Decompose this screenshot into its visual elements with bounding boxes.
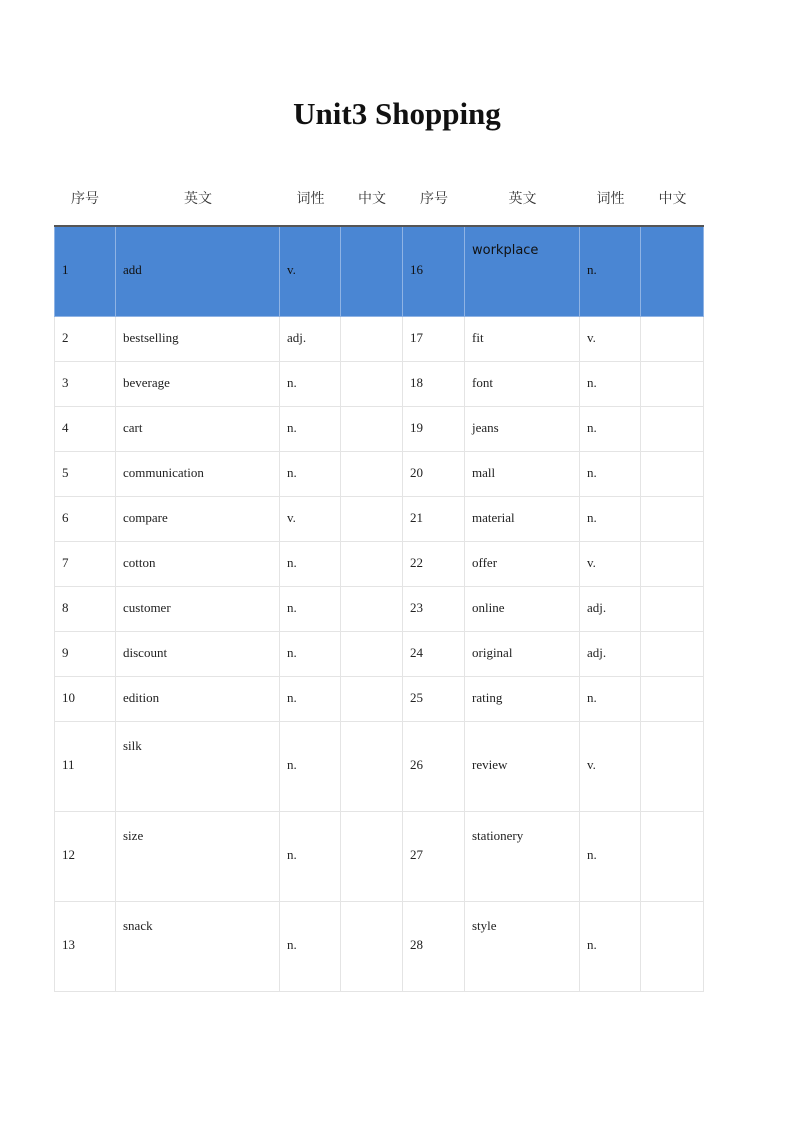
- cell-chinese-left: [341, 902, 403, 992]
- cell-pos-right: [580, 317, 641, 362]
- cell-pos-left: [280, 542, 341, 587]
- cell-english-right: [465, 677, 580, 722]
- cell-text: n.: [287, 689, 297, 705]
- cell-text: 17: [410, 329, 423, 345]
- cell-text: 2: [62, 329, 69, 345]
- table-row: [54, 407, 704, 452]
- cell-text: adj.: [287, 329, 307, 345]
- header-english-1: 英文: [184, 191, 212, 207]
- cell-english-right: [465, 407, 580, 452]
- cell-chinese-left: [341, 677, 403, 722]
- cell-pos-right: [580, 542, 641, 587]
- cell-text: 4: [62, 419, 69, 435]
- cell-english-right: [465, 227, 580, 317]
- cell-english-right: [465, 632, 580, 677]
- cell-chinese-right: [641, 677, 704, 722]
- cell-text: n.: [587, 689, 597, 705]
- cell-english-left: [116, 227, 280, 317]
- cell-pos-right: [580, 722, 641, 812]
- cell-index-right: [403, 632, 465, 677]
- cell-chinese-right: [641, 227, 704, 317]
- cell-pos-left: [280, 812, 341, 902]
- header-pos-2: 词性: [596, 191, 625, 207]
- table-row: [54, 587, 704, 632]
- table-row: [54, 632, 704, 677]
- cell-english-left: [116, 452, 280, 497]
- cell-english-left: [116, 587, 280, 632]
- table-row: [54, 902, 704, 992]
- header-english-2: 英文: [508, 191, 537, 207]
- cell-text: style: [472, 918, 497, 933]
- cell-text: n.: [287, 644, 297, 660]
- cell-text: discount: [123, 644, 168, 660]
- cell-index-right: [403, 452, 465, 497]
- cell-pos-right: [580, 902, 641, 992]
- cell-text: adj.: [587, 644, 607, 660]
- cell-text: 12: [62, 847, 75, 862]
- cell-pos-left: [280, 587, 341, 632]
- cell-text: offer: [472, 554, 498, 570]
- cell-index-right: [403, 407, 465, 452]
- cell-pos-right: [580, 407, 641, 452]
- cell-text: add: [123, 262, 142, 277]
- cell-english-right: [465, 812, 580, 902]
- header-pos-1: 词性: [296, 191, 325, 207]
- header-chinese-2: 中文: [658, 191, 687, 207]
- cell-text: n.: [287, 599, 297, 615]
- cell-text: workplace: [472, 243, 539, 258]
- cell-text: 11: [62, 757, 75, 772]
- cell-pos-right: [580, 362, 641, 407]
- cell-text: cart: [123, 419, 143, 435]
- cell-chinese-right: [641, 542, 704, 587]
- cell-text: v.: [587, 329, 596, 345]
- cell-pos-right: [580, 677, 641, 722]
- cell-text: n.: [287, 937, 297, 952]
- cell-text: customer: [123, 599, 171, 615]
- cell-text: 22: [410, 554, 423, 570]
- cell-index-right: [403, 677, 465, 722]
- cell-chinese-right: [641, 632, 704, 677]
- cell-text: bestselling: [123, 329, 179, 345]
- cell-chinese-left: [341, 452, 403, 497]
- cell-text: v.: [287, 262, 296, 277]
- header-index-1: 序号: [71, 191, 99, 207]
- cell-english-left: [116, 317, 280, 362]
- cell-chinese-right: [641, 362, 704, 407]
- cell-pos-right: [580, 632, 641, 677]
- cell-text: n.: [587, 374, 597, 390]
- cell-text: v.: [587, 554, 596, 570]
- cell-text: v.: [287, 509, 296, 525]
- cell-index-left: [54, 902, 116, 992]
- cell-text: snack: [123, 918, 153, 933]
- cell-text: mall: [472, 464, 496, 480]
- table-row: [54, 362, 704, 407]
- cell-index-right: [403, 722, 465, 812]
- table-header: [54, 180, 704, 227]
- cell-pos-left: [280, 902, 341, 992]
- cell-chinese-right: [641, 497, 704, 542]
- cell-chinese-right: [641, 407, 704, 452]
- cell-index-right: [403, 902, 465, 992]
- cell-pos-left: [280, 632, 341, 677]
- cell-text: 10: [62, 689, 75, 705]
- cell-english-left: [116, 632, 280, 677]
- cell-pos-right: [580, 812, 641, 902]
- cell-index-left: [54, 677, 116, 722]
- cell-pos-right: [580, 497, 641, 542]
- cell-index-left: [54, 632, 116, 677]
- cell-text: size: [123, 828, 144, 843]
- cell-pos-left: [280, 227, 341, 317]
- cell-chinese-left: [341, 632, 403, 677]
- cell-index-left: [54, 587, 116, 632]
- cell-text: n.: [287, 847, 297, 862]
- cell-text: edition: [123, 689, 160, 705]
- cell-pos-right: [580, 587, 641, 632]
- cell-text: silk: [123, 738, 142, 753]
- cell-text: 6: [62, 509, 69, 525]
- cell-text: cotton: [123, 554, 156, 570]
- cell-chinese-left: [341, 362, 403, 407]
- cell-text: n.: [587, 509, 597, 525]
- cell-index-left: [54, 227, 116, 317]
- cell-text: 27: [410, 847, 423, 862]
- cell-text: communication: [123, 464, 204, 480]
- cell-text: online: [472, 599, 505, 615]
- cell-pos-left: [280, 407, 341, 452]
- cell-english-right: [465, 497, 580, 542]
- cell-text: stationery: [472, 828, 524, 843]
- cell-chinese-left: [341, 227, 403, 317]
- cell-english-right: [465, 902, 580, 992]
- cell-text: 24: [410, 644, 423, 660]
- table-row: [54, 542, 704, 587]
- cell-index-right: [403, 497, 465, 542]
- cell-text: 21: [410, 509, 423, 525]
- cell-text: 16: [410, 262, 423, 277]
- cell-text: n.: [587, 464, 597, 480]
- cell-index-right: [403, 227, 465, 317]
- cell-text: 19: [410, 419, 423, 435]
- cell-english-left: [116, 497, 280, 542]
- cell-text: n.: [287, 374, 297, 390]
- cell-english-left: [116, 362, 280, 407]
- cell-pos-left: [280, 452, 341, 497]
- cell-english-left: [116, 677, 280, 722]
- cell-text: original: [472, 644, 513, 660]
- cell-text: v.: [587, 757, 596, 772]
- cell-pos-left: [280, 317, 341, 362]
- cell-index-right: [403, 362, 465, 407]
- cell-text: n.: [587, 262, 597, 277]
- cell-chinese-left: [341, 812, 403, 902]
- vocabulary-table: [54, 227, 704, 992]
- table-row: [54, 722, 704, 812]
- cell-english-right: [465, 542, 580, 587]
- cell-english-right: [465, 362, 580, 407]
- cell-pos-right: [580, 452, 641, 497]
- cell-text: n.: [587, 847, 597, 862]
- cell-text: jeans: [472, 419, 499, 435]
- header-chinese-1: 中文: [358, 191, 386, 207]
- cell-index-right: [403, 587, 465, 632]
- cell-text: n.: [287, 757, 297, 772]
- cell-chinese-right: [641, 902, 704, 992]
- cell-pos-left: [280, 362, 341, 407]
- cell-chinese-left: [341, 317, 403, 362]
- cell-english-left: [116, 812, 280, 902]
- cell-index-right: [403, 812, 465, 902]
- cell-english-right: [465, 587, 580, 632]
- cell-chinese-right: [641, 812, 704, 902]
- cell-text: beverage: [123, 374, 170, 390]
- cell-text: 9: [62, 644, 69, 660]
- cell-text: 13: [62, 937, 75, 952]
- table-row: [54, 452, 704, 497]
- cell-index-left: [54, 812, 116, 902]
- cell-english-left: [116, 902, 280, 992]
- cell-text: 3: [62, 374, 69, 390]
- cell-text: rating: [472, 689, 503, 705]
- cell-text: compare: [123, 509, 168, 525]
- cell-text: adj.: [587, 599, 607, 615]
- cell-text: 23: [410, 599, 423, 615]
- cell-index-left: [54, 407, 116, 452]
- cell-pos-left: [280, 677, 341, 722]
- cell-text: 25: [410, 689, 423, 705]
- cell-index-left: [54, 362, 116, 407]
- cell-text: n.: [287, 554, 297, 570]
- cell-english-left: [116, 722, 280, 812]
- cell-english-right: [465, 722, 580, 812]
- cell-index-left: [54, 497, 116, 542]
- cell-pos-left: [280, 497, 341, 542]
- cell-text: 8: [62, 599, 69, 615]
- table-row: [54, 227, 704, 317]
- cell-english-left: [116, 407, 280, 452]
- cell-text: font: [472, 374, 493, 390]
- cell-text: n.: [287, 464, 297, 480]
- cell-text: 28: [410, 937, 423, 952]
- cell-english-left: [116, 542, 280, 587]
- cell-index-left: [54, 542, 116, 587]
- cell-text: fit: [472, 329, 484, 345]
- cell-chinese-right: [641, 722, 704, 812]
- cell-text: review: [472, 757, 508, 772]
- cell-text: n.: [287, 419, 297, 435]
- cell-text: 18: [410, 374, 423, 390]
- cell-text: 7: [62, 554, 69, 570]
- table-row: [54, 677, 704, 722]
- cell-index-left: [54, 722, 116, 812]
- cell-chinese-left: [341, 587, 403, 632]
- cell-chinese-left: [341, 497, 403, 542]
- cell-index-left: [54, 317, 116, 362]
- cell-text: 5: [62, 464, 69, 480]
- cell-text: 20: [410, 464, 423, 480]
- cell-pos-right: [580, 227, 641, 317]
- cell-chinese-left: [341, 542, 403, 587]
- cell-index-right: [403, 317, 465, 362]
- cell-chinese-left: [341, 722, 403, 812]
- cell-pos-left: [280, 722, 341, 812]
- cell-english-right: [465, 317, 580, 362]
- cell-index-right: [403, 542, 465, 587]
- cell-text: material: [472, 509, 515, 525]
- cell-text: n.: [587, 937, 597, 952]
- cell-index-left: [54, 452, 116, 497]
- table-row: [54, 812, 704, 902]
- table-row: [54, 497, 704, 542]
- cell-chinese-left: [341, 407, 403, 452]
- page-title: Unit3 Shopping: [293, 96, 501, 131]
- cell-text: n.: [587, 419, 597, 435]
- header-index-2: 序号: [420, 191, 448, 207]
- cell-chinese-right: [641, 587, 704, 632]
- cell-text: 1: [62, 262, 69, 277]
- cell-chinese-right: [641, 317, 704, 362]
- cell-english-right: [465, 452, 580, 497]
- cell-chinese-right: [641, 452, 704, 497]
- table-row: [54, 317, 704, 362]
- cell-text: 26: [410, 757, 423, 772]
